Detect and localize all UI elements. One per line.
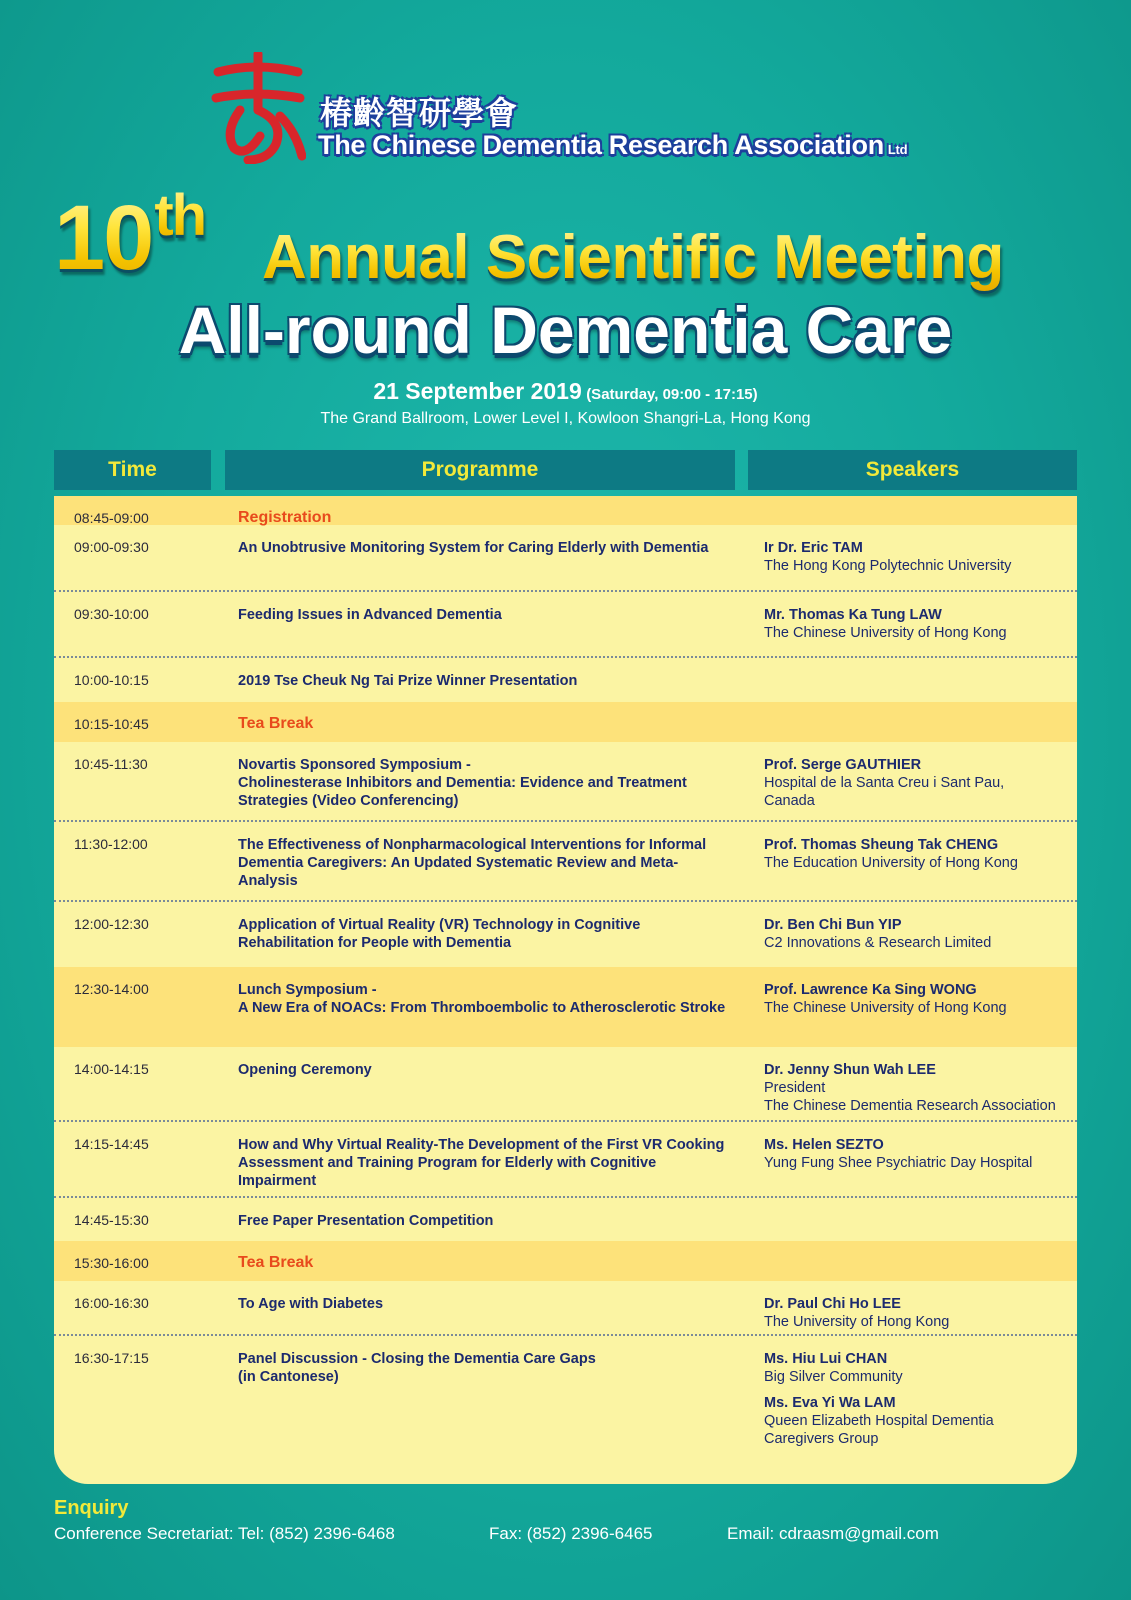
meeting-title: Annual Scientific Meeting xyxy=(262,223,1004,292)
enquiry-fax: Fax: (852) 2396-6465 xyxy=(489,1524,653,1543)
row-break-label: Registration xyxy=(238,509,332,526)
row-time: 14:00-14:15 xyxy=(74,1061,149,1077)
table-row xyxy=(54,1198,1077,1241)
table-row xyxy=(54,1122,1077,1198)
speaker-name: Ms. Hiu Lui CHAN xyxy=(764,1351,888,1367)
event-date-main: 21 September 2019 xyxy=(373,378,582,404)
table-row xyxy=(54,702,1077,742)
speaker xyxy=(764,916,1074,952)
speaker-affiliation: Hospital de la Santa Creu i Sant Pau, Canada xyxy=(764,775,1005,809)
speaker xyxy=(764,1295,1074,1331)
table-row xyxy=(54,967,1077,1047)
table-row xyxy=(54,1336,1077,1484)
row-programme: Opening Ceremony xyxy=(238,1062,372,1078)
row-time: 09:30-10:00 xyxy=(74,606,149,622)
org-name-english xyxy=(318,130,907,161)
speaker-affiliation: The University of Hong Kong xyxy=(764,1314,950,1330)
speaker-name: Dr. Ben Chi Bun YIP xyxy=(764,917,902,933)
row-programme: Feeding Issues in Advanced Dementia xyxy=(238,607,502,623)
speaker-name: Dr. Jenny Shun Wah LEE xyxy=(764,1062,936,1078)
speaker-name: Ms. Helen SEZTO xyxy=(764,1137,884,1153)
speaker xyxy=(764,1350,1074,1386)
org-name-english-text: The Chinese Dementia Research Association xyxy=(318,130,884,160)
enquiry-title: Enquiry xyxy=(54,1497,129,1519)
row-programme: Application of Virtual Reality (VR) Technology in Cognitive Rehabilitation for People with Dementia xyxy=(238,917,641,951)
row-time: 11:30-12:00 xyxy=(74,836,148,852)
table-row xyxy=(54,822,1077,902)
speaker xyxy=(764,1061,1074,1115)
row-programme: To Age with Diabetes xyxy=(238,1296,384,1312)
speaker-affiliation: President The Chinese Dementia Research Association xyxy=(764,1080,1056,1114)
table-row xyxy=(54,902,1077,967)
table-row xyxy=(54,658,1077,702)
row-time: 09:00-09:30 xyxy=(74,539,149,555)
table-row xyxy=(54,1281,1077,1336)
row-time: 14:45-15:30 xyxy=(74,1212,149,1228)
row-speakers xyxy=(764,1136,1074,1172)
row-speakers xyxy=(764,1295,1074,1331)
speaker xyxy=(764,606,1074,642)
meeting-ordinal: th xyxy=(154,183,206,248)
speaker-name: Prof. Thomas Sheung Tak CHENG xyxy=(764,837,999,853)
row-speakers xyxy=(764,981,1074,1017)
row-break-label: Tea Break xyxy=(238,715,314,732)
association-logo-icon xyxy=(210,52,306,164)
table-row xyxy=(54,742,1077,822)
row-break-label: Tea Break xyxy=(238,1254,314,1271)
row-time: 10:45-11:30 xyxy=(74,756,148,772)
org-name-chinese: 椿齡智研學會 xyxy=(320,95,519,131)
row-speakers xyxy=(764,836,1074,872)
row-speakers xyxy=(764,1061,1074,1115)
speaker-name: Dr. Paul Chi Ho LEE xyxy=(764,1296,901,1312)
speaker xyxy=(764,836,1074,872)
meeting-number-value: 10 xyxy=(54,187,153,289)
meeting-theme: All-round Dementia Care xyxy=(178,293,953,367)
row-time: 10:00-10:15 xyxy=(74,672,149,688)
speaker-affiliation: C2 Innovations & Research Limited xyxy=(764,935,992,951)
row-time: 12:30-14:00 xyxy=(74,981,149,997)
speaker xyxy=(764,1394,1074,1448)
row-speakers xyxy=(764,1350,1074,1448)
enquiry-email: Email: cdraasm@gmail.com xyxy=(727,1524,939,1543)
column-header-speakers: Speakers xyxy=(748,450,1077,490)
row-programme: Lunch Symposium - A New Era of NOACs: From Thromboembolic to Atherosclerotic Stroke xyxy=(238,982,726,1016)
event-date xyxy=(0,378,1131,405)
row-speakers xyxy=(764,606,1074,642)
meeting-number xyxy=(54,183,206,291)
row-time: 12:00-12:30 xyxy=(74,916,149,932)
speaker-name: Prof. Lawrence Ka Sing WONG xyxy=(764,982,977,998)
org-suffix: Ltd xyxy=(887,142,908,157)
row-programme: 2019 Tse Cheuk Ng Tai Prize Winner Presentation xyxy=(238,673,578,689)
row-speakers xyxy=(764,916,1074,952)
row-time: 08:45-09:00 xyxy=(74,510,149,526)
speaker-name: Mr. Thomas Ka Tung LAW xyxy=(764,607,942,623)
row-time: 15:30-16:00 xyxy=(74,1255,149,1271)
speaker-affiliation: Big Silver Community xyxy=(764,1369,903,1385)
row-speakers xyxy=(764,539,1074,575)
row-programme: How and Why Virtual Reality-The Development of the First VR Cooking Assessment and Training Program for Elderly with Cognitive Impairment xyxy=(238,1137,725,1189)
row-programme: An Unobtrusive Monitoring System for Caring Elderly with Dementia xyxy=(238,540,709,556)
row-time: 14:15-14:45 xyxy=(74,1136,149,1152)
row-time: 16:30-17:15 xyxy=(74,1350,149,1366)
speaker-affiliation: The Hong Kong Polytechnic University xyxy=(764,558,1012,574)
row-programme: Novartis Sponsored Symposium - Cholinesterase Inhibitors and Dementia: Evidence and Treatment Strategies (Video Conferencing) xyxy=(238,757,687,809)
row-speakers xyxy=(764,756,1074,810)
row-programme: The Effectiveness of Nonpharmacological Interventions for Informal Dementia Caregivers: An Updated Systematic Review and Meta-Analysis xyxy=(238,837,707,889)
column-header-time: Time xyxy=(54,450,211,490)
event-day-time: (Saturday, 09:00 - 17:15) xyxy=(586,386,758,403)
table-row xyxy=(54,592,1077,658)
table-row xyxy=(54,525,1077,592)
speaker xyxy=(764,539,1074,575)
speaker-affiliation: The Chinese University of Hong Kong xyxy=(764,625,1007,641)
speaker-name: Ms. Eva Yi Wa LAM xyxy=(764,1395,896,1411)
speaker-affiliation: The Chinese University of Hong Kong xyxy=(764,1000,1007,1016)
column-header-programme: Programme xyxy=(225,450,735,490)
speaker-affiliation: The Education University of Hong Kong xyxy=(764,855,1018,871)
row-time: 10:15-10:45 xyxy=(74,716,149,732)
enquiry-telephone: Conference Secretariat: Tel: (852) 2396-6468 xyxy=(54,1524,395,1543)
table-row xyxy=(54,1047,1077,1122)
table-row xyxy=(54,1241,1077,1281)
speaker xyxy=(764,981,1074,1017)
table-row xyxy=(54,496,1077,525)
row-time: 16:00-16:30 xyxy=(74,1295,149,1311)
speaker-name: Ir Dr. Eric TAM xyxy=(764,540,863,556)
row-programme: Free Paper Presentation Competition xyxy=(238,1213,494,1229)
speaker xyxy=(764,1136,1074,1172)
speaker-affiliation: Queen Elizabeth Hospital Dementia Caregivers Group xyxy=(764,1413,994,1447)
speaker-name: Prof. Serge GAUTHIER xyxy=(764,757,922,773)
schedule-table xyxy=(54,496,1077,1484)
speaker-affiliation: Yung Fung Shee Psychiatric Day Hospital xyxy=(764,1155,1033,1171)
event-venue: The Grand Ballroom, Lower Level I, Kowloon Shangri-La, Hong Kong xyxy=(320,410,811,427)
speaker xyxy=(764,756,1074,810)
row-programme: Panel Discussion - Closing the Dementia Care Gaps (in Cantonese) xyxy=(238,1351,596,1385)
